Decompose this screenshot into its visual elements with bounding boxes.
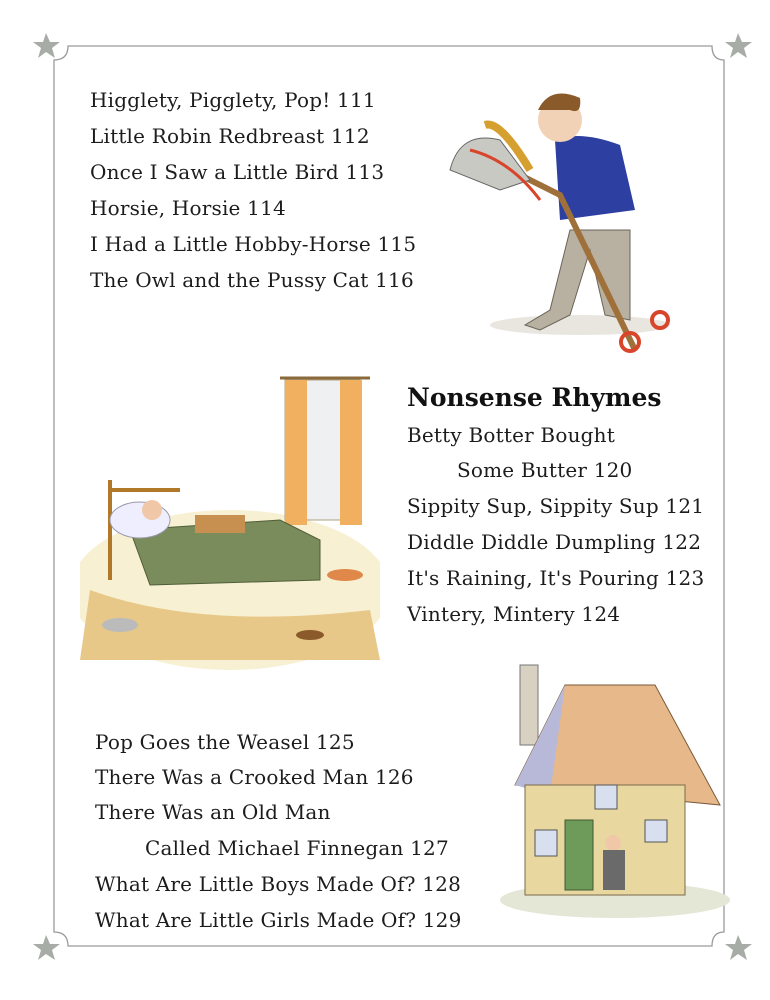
- contents-entry[interactable]: It's Raining, It's Pouring 123: [407, 566, 705, 590]
- contents-entry[interactable]: There Was an Old Man: [95, 800, 331, 824]
- contents-entry[interactable]: Betty Botter Bought: [407, 423, 615, 447]
- contents-entry[interactable]: There Was a Crooked Man 126: [95, 765, 414, 789]
- contents-entry[interactable]: The Owl and the Pussy Cat 116: [90, 268, 414, 292]
- contents-entry[interactable]: What Are Little Boys Made Of? 128: [95, 872, 462, 896]
- contents-entry[interactable]: Higglety, Pigglety, Pop! 111: [90, 88, 376, 112]
- boy-hobby-horse-illustration: [430, 80, 700, 360]
- cottage-illustration: [495, 645, 730, 925]
- contents-entry[interactable]: Little Robin Redbreast 112: [90, 124, 370, 148]
- contents-entry[interactable]: Horsie, Horsie 114: [90, 196, 286, 220]
- contents-entry[interactable]: Vintery, Mintery 124: [407, 602, 621, 626]
- contents-entry-continued[interactable]: Some Butter 120: [457, 458, 633, 482]
- contents-entry[interactable]: What Are Little Girls Made Of? 129: [95, 908, 462, 932]
- contents-entry[interactable]: Sippity Sup, Sippity Sup 121: [407, 494, 705, 518]
- contents-entry[interactable]: Once I Saw a Little Bird 113: [90, 160, 385, 184]
- contents-entry[interactable]: I Had a Little Hobby-Horse 115: [90, 232, 417, 256]
- bedroom-illustration: [80, 370, 380, 670]
- contents-entry-continued[interactable]: Called Michael Finnegan 127: [145, 836, 449, 860]
- contents-entry[interactable]: Diddle Diddle Dumpling 122: [407, 530, 702, 554]
- contents-entry[interactable]: Pop Goes the Weasel 125: [95, 730, 355, 754]
- section-heading: Nonsense Rhymes: [407, 383, 662, 412]
